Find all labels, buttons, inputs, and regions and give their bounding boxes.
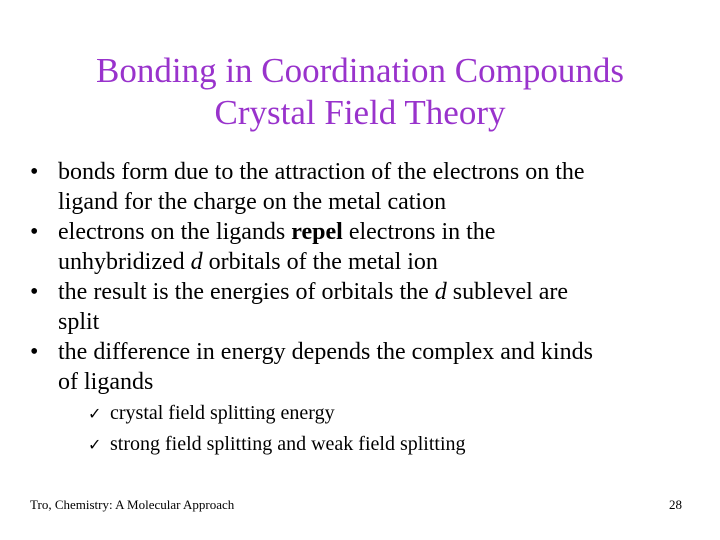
sub-bullet-list bbox=[88, 398, 466, 460]
slide-title bbox=[0, 50, 720, 134]
title-line-1: Bonding in Coordination Compounds bbox=[96, 51, 624, 90]
bullet-2-line-1: electrons on the ligands repel electrons in the bbox=[58, 219, 496, 245]
checkmark-icon: ✓ bbox=[88, 435, 102, 454]
title-line-2: Crystal Field Theory bbox=[214, 93, 506, 132]
bullet-4-line-1: the difference in energy depends the complex and kinds bbox=[58, 339, 593, 365]
bullet-3-line-2: split bbox=[58, 309, 100, 335]
slide-number: 28 bbox=[669, 497, 682, 512]
bullet-item bbox=[30, 157, 710, 217]
bullet-item bbox=[30, 217, 710, 277]
bullet-icon: • bbox=[30, 339, 39, 365]
bullet-icon: • bbox=[30, 219, 39, 245]
sub-bullet-item: ✓ strong field splitting and weak field splitting bbox=[88, 429, 466, 460]
bullet-list bbox=[30, 157, 710, 397]
footer-source: Tro, Chemistry: A Molecular Approach bbox=[30, 497, 235, 512]
checkmark-icon: ✓ bbox=[88, 404, 102, 423]
bullet-icon: • bbox=[30, 159, 39, 185]
sub-bullet-item: ✓ crystal field splitting energy bbox=[88, 398, 466, 429]
bullet-1-line-2: ligand for the charge on the metal cation bbox=[58, 189, 447, 215]
bullet-item bbox=[30, 337, 710, 397]
bullet-icon: • bbox=[30, 279, 39, 305]
bullet-item bbox=[30, 277, 710, 337]
bullet-2-line-2: unhybridized d orbitals of the metal ion bbox=[58, 249, 438, 275]
bullet-3-line-1: the result is the energies of orbitals the d sublevel are bbox=[58, 279, 569, 305]
emphasis-repel: repel bbox=[291, 219, 343, 245]
bullet-4-line-2: of ligands bbox=[58, 369, 154, 395]
bullet-1-line-1: bonds form due to the attraction of the electrons on the bbox=[58, 159, 585, 185]
